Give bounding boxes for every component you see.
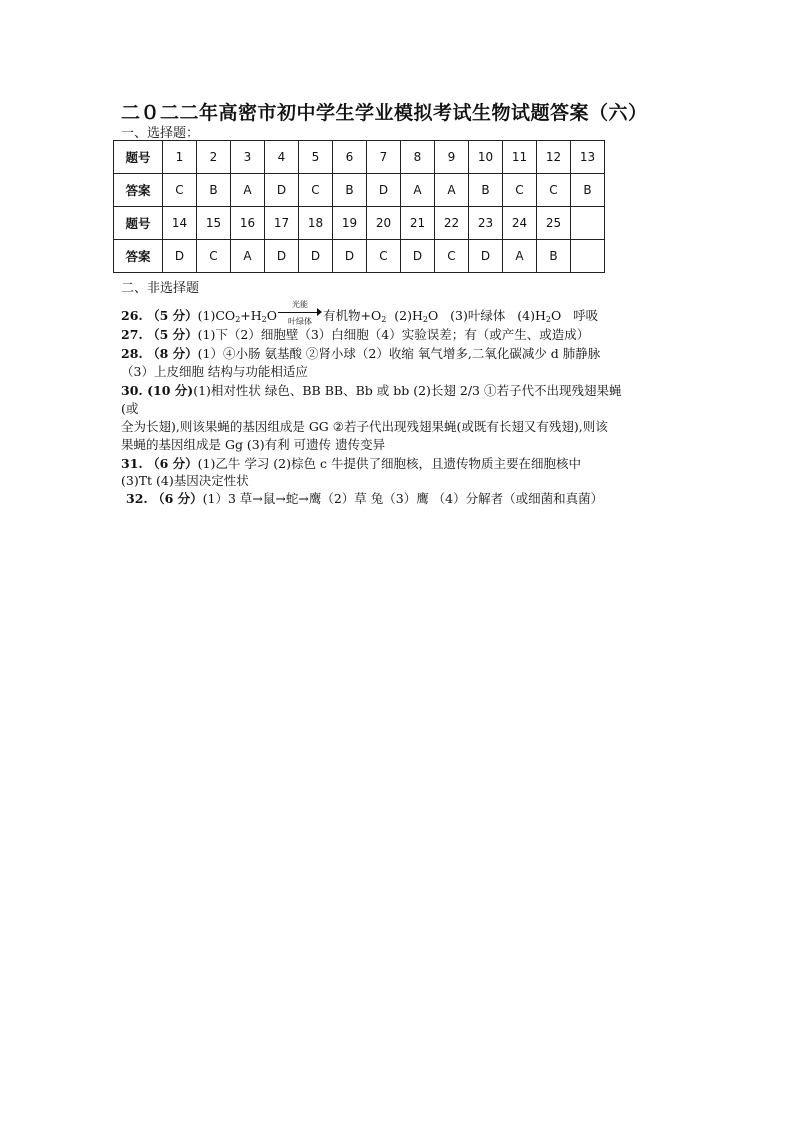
table-cell: D	[469, 240, 503, 273]
table-row	[114, 207, 605, 240]
table-cell: B	[571, 174, 605, 207]
text: (2)H	[386, 308, 423, 323]
table-cell: 10	[469, 141, 503, 174]
question-number: 31. （6 分）	[121, 456, 198, 471]
row-header: 题号	[114, 207, 163, 240]
subscript: 2	[381, 315, 387, 324]
question-number: 30. (10 分)	[121, 383, 194, 398]
table-cell: 6	[333, 141, 367, 174]
question-number: 28. （8 分）	[121, 346, 198, 361]
table-cell: 23	[469, 207, 503, 240]
answer-text: (1)下（2）细胞壁（3）白细胞（4）实验误差；有（或产生、或造成）	[197, 327, 590, 342]
answer-table	[113, 140, 605, 273]
table-cell: 3	[231, 141, 265, 174]
text: O	[266, 308, 277, 323]
table-cell: A	[435, 174, 469, 207]
table-cell: 15	[197, 207, 231, 240]
table-cell: 20	[367, 207, 401, 240]
row-header: 题号	[114, 141, 163, 174]
answer-31-line2: (3)Tt (4)基因决定性状	[121, 473, 249, 488]
table-cell: 17	[265, 207, 299, 240]
answer-30-line3: 全为长翅),则该果蝇的基因组成是 GG ②若子代出现残翅果蝇(或既有长翅又有残翅),则该	[121, 419, 608, 434]
answer-30-line4: 果蝇的基因组成是 Gg (3)有利 可遗传 遗传变异	[121, 437, 386, 452]
answer-28-line2: （3）上皮细胞 结构与功能相适应	[121, 364, 308, 379]
section-nonchoice-heading: 二、非选择题	[121, 281, 200, 296]
table-cell: D	[299, 240, 333, 273]
table-cell: C	[503, 174, 537, 207]
table-cell: C	[163, 174, 197, 207]
table-cell: 11	[503, 141, 537, 174]
table-cell: 8	[401, 141, 435, 174]
table-cell: A	[231, 174, 265, 207]
table-cell: 21	[401, 207, 435, 240]
table-cell: 12	[537, 141, 571, 174]
question-number: 26. （5 分）	[121, 308, 198, 323]
table-cell: B	[469, 174, 503, 207]
subscript: 2	[545, 315, 551, 324]
table-cell: 14	[163, 207, 197, 240]
text: +H	[240, 308, 262, 323]
table-cell: C	[537, 174, 571, 207]
row-header: 答案	[114, 240, 163, 273]
table-cell: 16	[231, 207, 265, 240]
answer-text: (1）④小肠 氨基酸 ②肾小球（2）收缩 氧气增多,二氧化碳减少 d 肺静脉	[197, 346, 601, 361]
arrow-condition-top: 光能	[292, 300, 308, 309]
text: O 呼吸	[550, 308, 599, 323]
answer-28	[121, 345, 600, 363]
table-row	[114, 141, 605, 174]
table-cell: 9	[435, 141, 469, 174]
row-header: 答案	[114, 174, 163, 207]
answer-30-line2: (或	[121, 401, 139, 416]
table-cell: C	[299, 174, 333, 207]
table-cell: 1	[163, 141, 197, 174]
table-cell: 4	[265, 141, 299, 174]
table-cell: B	[333, 174, 367, 207]
table-cell: A	[503, 240, 537, 273]
table-cell: C	[367, 240, 401, 273]
table-cell: D	[333, 240, 367, 273]
section-choice-heading: 一、选择题：	[121, 126, 200, 141]
table-cell: A	[401, 174, 435, 207]
text: (1)CO	[197, 308, 236, 323]
table-cell: 22	[435, 207, 469, 240]
page-title: 二０二二年高密市初中学生学业模拟考试生物试题答案（六）	[121, 102, 648, 124]
table-row	[114, 240, 605, 273]
answer-text: (1）3 草→鼠→蛇→鹰（2）草 兔（3）鹰 （4）分解者（或细菌和真菌）	[202, 491, 604, 506]
table-cell: 18	[299, 207, 333, 240]
question-number: 27. （5 分）	[121, 327, 198, 342]
answer-32	[126, 490, 603, 508]
subscript: 2	[235, 315, 241, 324]
answer-31	[121, 455, 581, 473]
answer-27	[121, 326, 589, 344]
table-cell: D	[401, 240, 435, 273]
answer-text: (1)相对性状 绿色、BB BB、Bb 或 bb (2)长翅 2/3 ①若子代不出现残翅果蝇	[193, 383, 622, 398]
text: O (3)叶绿体 (4)H	[427, 308, 546, 323]
table-cell: C	[435, 240, 469, 273]
table-cell: B	[197, 174, 231, 207]
table-cell: C	[197, 240, 231, 273]
arrow-condition-bottom: 叶绿体	[288, 317, 312, 326]
table-cell: 5	[299, 141, 333, 174]
table-cell	[571, 240, 605, 273]
table-cell: D	[265, 240, 299, 273]
answer-text: (1)乙牛 学习 (2)棕色 c 牛提供了细胞核，且遗传物质主要在细胞核中	[197, 456, 581, 471]
table-row	[114, 174, 605, 207]
table-cell: D	[163, 240, 197, 273]
table-cell: D	[265, 174, 299, 207]
text: 有机物+O	[323, 308, 382, 323]
table-cell: A	[231, 240, 265, 273]
question-number: 32. （6 分）	[126, 491, 203, 506]
table-cell: 7	[367, 141, 401, 174]
table-cell: 24	[503, 207, 537, 240]
answer-30	[121, 382, 621, 400]
table-cell: 13	[571, 141, 605, 174]
table-cell: D	[367, 174, 401, 207]
subscript: 2	[422, 315, 428, 324]
table-cell: B	[537, 240, 571, 273]
reaction-arrow	[278, 300, 322, 326]
subscript: 2	[261, 315, 267, 324]
table-cell: 25	[537, 207, 571, 240]
table-cell: 2	[197, 141, 231, 174]
table-cell	[571, 207, 605, 240]
table-cell: 19	[333, 207, 367, 240]
